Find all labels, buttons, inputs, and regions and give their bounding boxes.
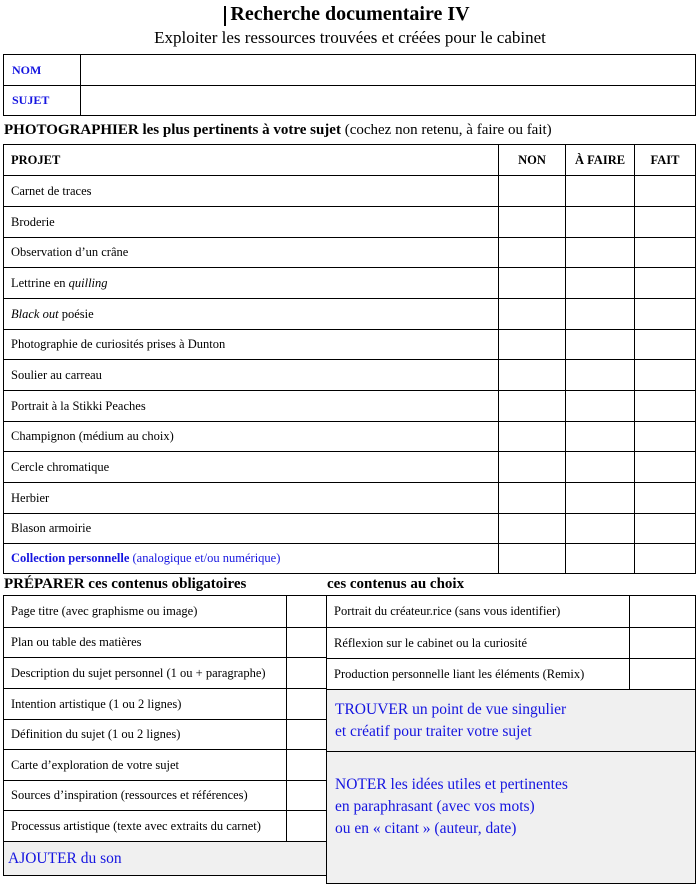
optional-label: Réflexion sur le cabinet ou la curiosité — [327, 628, 630, 659]
project-row — [4, 422, 696, 452]
project-table — [3, 144, 696, 574]
checkbox-non[interactable] — [499, 452, 566, 483]
nom-label: NOM — [4, 55, 81, 86]
project-label — [4, 360, 499, 391]
checkbox-fait[interactable] — [635, 360, 696, 391]
mandatory-checkbox[interactable] — [287, 596, 327, 628]
optional-label: Portrait du créateur.rice (sans vous identifier) — [327, 596, 630, 628]
checkbox-fait[interactable] — [635, 299, 696, 330]
project-label — [4, 176, 499, 207]
project-row-collection — [4, 544, 696, 574]
project-header-row — [4, 145, 696, 176]
project-label — [4, 422, 499, 452]
mandatory-label: Carte d’exploration de votre sujet — [4, 750, 287, 781]
col-fait: FAIT — [635, 145, 696, 176]
col-non: NON — [499, 145, 566, 176]
checkbox-a-faire[interactable] — [566, 360, 635, 391]
optional-checkbox[interactable] — [630, 628, 696, 659]
mandatory-row — [4, 750, 327, 781]
project-label-text: Herbier — [11, 490, 50, 505]
project-label — [4, 391, 499, 422]
checkbox-fait[interactable] — [635, 238, 696, 268]
checkbox-non[interactable] — [499, 330, 566, 360]
mandatory-checkbox[interactable] — [287, 781, 327, 811]
noter-line-1: NOTER les idées utiles et pertinentes — [335, 776, 568, 793]
checkbox-a-faire[interactable] — [566, 514, 635, 544]
checkbox-non[interactable] — [499, 514, 566, 544]
optional-checkbox[interactable] — [630, 659, 696, 690]
optional-table — [326, 595, 696, 884]
ajouter-son: AJOUTER du son — [4, 842, 327, 876]
col-projet: PROJET — [4, 145, 499, 176]
photo-heading-rest: (cochez non retenu, à faire ou fait) — [340, 122, 552, 138]
project-row — [4, 207, 696, 238]
trouver-box — [327, 690, 696, 752]
checkbox-fait[interactable] — [635, 514, 696, 544]
checkbox-a-faire[interactable] — [566, 207, 635, 238]
optional-row — [327, 659, 696, 690]
project-row — [4, 514, 696, 544]
prepare-heading-left: PRÉPARER ces contenus obligatoires — [4, 576, 247, 592]
checkbox-a-faire[interactable] — [566, 330, 635, 360]
checkbox-fait[interactable] — [635, 207, 696, 238]
sujet-field[interactable] — [81, 86, 696, 116]
project-label — [4, 207, 499, 238]
project-label-text: Observation d’un crâne — [11, 245, 129, 259]
checkbox-fait[interactable] — [635, 391, 696, 422]
mandatory-label: Page titre (avec graphisme ou image) — [4, 596, 287, 628]
noter-box — [327, 752, 696, 884]
page-title: Recherche documentaire IV — [230, 3, 470, 25]
project-label — [4, 330, 499, 360]
mandatory-row — [4, 689, 327, 720]
project-label-italic: Black out — [11, 306, 59, 321]
photo-heading-bold: PHOTOGRAPHIER les plus pertinents à votre sujet — [4, 122, 341, 138]
checkbox-fait[interactable] — [635, 422, 696, 452]
checkbox-a-faire[interactable] — [566, 391, 635, 422]
mandatory-checkbox[interactable] — [287, 628, 327, 658]
optional-label: Production personnelle liant les éléments (Remix) — [327, 659, 630, 690]
checkbox-fait[interactable] — [635, 176, 696, 207]
project-label — [4, 452, 499, 483]
project-row — [4, 299, 696, 330]
project-label-text: Lettrine en — [11, 275, 69, 290]
project-collection-label — [4, 544, 499, 574]
checkbox-a-faire[interactable] — [566, 452, 635, 483]
project-label-text: Cercle chromatique — [11, 459, 110, 474]
project-row — [4, 360, 696, 391]
project-label-text: Portrait à la Stikki Peaches — [11, 398, 146, 413]
mandatory-checkbox[interactable] — [287, 811, 327, 842]
col-a-faire: À FAIRE — [566, 145, 635, 176]
project-label — [4, 514, 499, 544]
checkbox-fait[interactable] — [635, 452, 696, 483]
page-subtitle: Exploiter les ressources trouvées et créées pour le cabinet — [154, 28, 546, 47]
project-row — [4, 330, 696, 360]
checkbox-a-faire[interactable] — [566, 268, 635, 299]
project-label — [4, 268, 499, 299]
mandatory-label: Description du sujet personnel (1 ou + paragraphe) — [4, 658, 287, 689]
checkbox-non[interactable] — [499, 422, 566, 452]
project-row — [4, 452, 696, 483]
checkbox-a-faire[interactable] — [566, 238, 635, 268]
checkbox-fait[interactable] — [635, 483, 696, 514]
mandatory-label: Sources d’inspiration (ressources et références) — [4, 781, 287, 811]
project-label — [4, 483, 499, 514]
checkbox-fait[interactable] — [635, 330, 696, 360]
mandatory-label: Processus artistique (texte avec extraits du carnet) — [4, 811, 287, 842]
mandatory-checkbox[interactable] — [287, 750, 327, 781]
project-label-text: Soulier au carreau — [11, 367, 102, 382]
checkbox-a-faire[interactable] — [566, 422, 635, 452]
noter-line-3: ou en « citant » (auteur, date) — [335, 820, 517, 837]
mandatory-checkbox[interactable] — [287, 720, 327, 750]
mandatory-row — [4, 811, 327, 842]
mandatory-row — [4, 596, 327, 628]
mandatory-checkbox[interactable] — [287, 658, 327, 689]
project-label — [4, 299, 499, 330]
optional-row — [327, 596, 696, 628]
checkbox-fait[interactable] — [635, 544, 696, 574]
trouver-line-2: et créatif pour traiter votre sujet — [335, 722, 532, 740]
photo-section-heading — [4, 122, 552, 139]
checkbox-non[interactable] — [499, 360, 566, 391]
mandatory-row — [4, 781, 327, 811]
checkbox-non[interactable] — [499, 238, 566, 268]
project-label-text: Broderie — [11, 214, 55, 229]
checkbox-a-faire[interactable] — [566, 176, 635, 207]
collection-bold: Collection personnelle — [11, 551, 130, 565]
project-row — [4, 483, 696, 514]
project-row — [4, 176, 696, 207]
project-label-text: Carnet de traces — [11, 183, 92, 198]
trouver-line-1: TROUVER un point de vue singulier — [335, 700, 567, 718]
checkbox-non[interactable] — [499, 207, 566, 238]
mandatory-row — [4, 628, 327, 658]
project-row — [4, 391, 696, 422]
checkbox-a-faire[interactable] — [566, 483, 635, 514]
checkbox-non[interactable] — [499, 391, 566, 422]
prepare-heading-right: ces contenus au choix — [327, 576, 465, 592]
noter-line-2: en paraphrasant (avec vos mots) — [335, 798, 535, 815]
mandatory-table — [3, 595, 327, 876]
checkbox-non[interactable] — [499, 176, 566, 207]
mandatory-label: Intention artistique (1 ou 2 lignes) — [4, 689, 287, 720]
optional-checkbox[interactable] — [630, 596, 696, 628]
checkbox-a-faire[interactable] — [566, 544, 635, 574]
mandatory-label: Définition du sujet (1 ou 2 lignes) — [4, 720, 287, 750]
project-label — [4, 238, 499, 268]
project-label-text: Blason armoirie — [11, 521, 92, 535]
checkbox-fait[interactable] — [635, 268, 696, 299]
project-label-text: Photographie de curiosités prises à Dunton — [11, 337, 226, 351]
project-label-text: Champignon (médium au choix) — [11, 429, 174, 443]
checkbox-non[interactable] — [499, 299, 566, 330]
project-row — [4, 238, 696, 268]
checkbox-non[interactable] — [499, 544, 566, 574]
sujet-label: SUJET — [4, 86, 81, 116]
checkbox-non[interactable] — [499, 483, 566, 514]
checkbox-a-faire[interactable] — [566, 299, 635, 330]
project-row — [4, 268, 696, 299]
mandatory-checkbox[interactable] — [287, 689, 327, 720]
collection-rest: (analogique et/ou numérique) — [129, 551, 281, 565]
mandatory-row — [4, 720, 327, 750]
identity-table — [3, 54, 696, 116]
checkbox-non[interactable] — [499, 268, 566, 299]
project-label-italic: quilling — [68, 275, 108, 290]
project-label-text: poésie — [58, 306, 94, 321]
nom-field[interactable] — [81, 55, 696, 86]
mandatory-label: Plan ou table des matières — [4, 628, 287, 658]
optional-row — [327, 628, 696, 659]
mandatory-row — [4, 658, 327, 689]
